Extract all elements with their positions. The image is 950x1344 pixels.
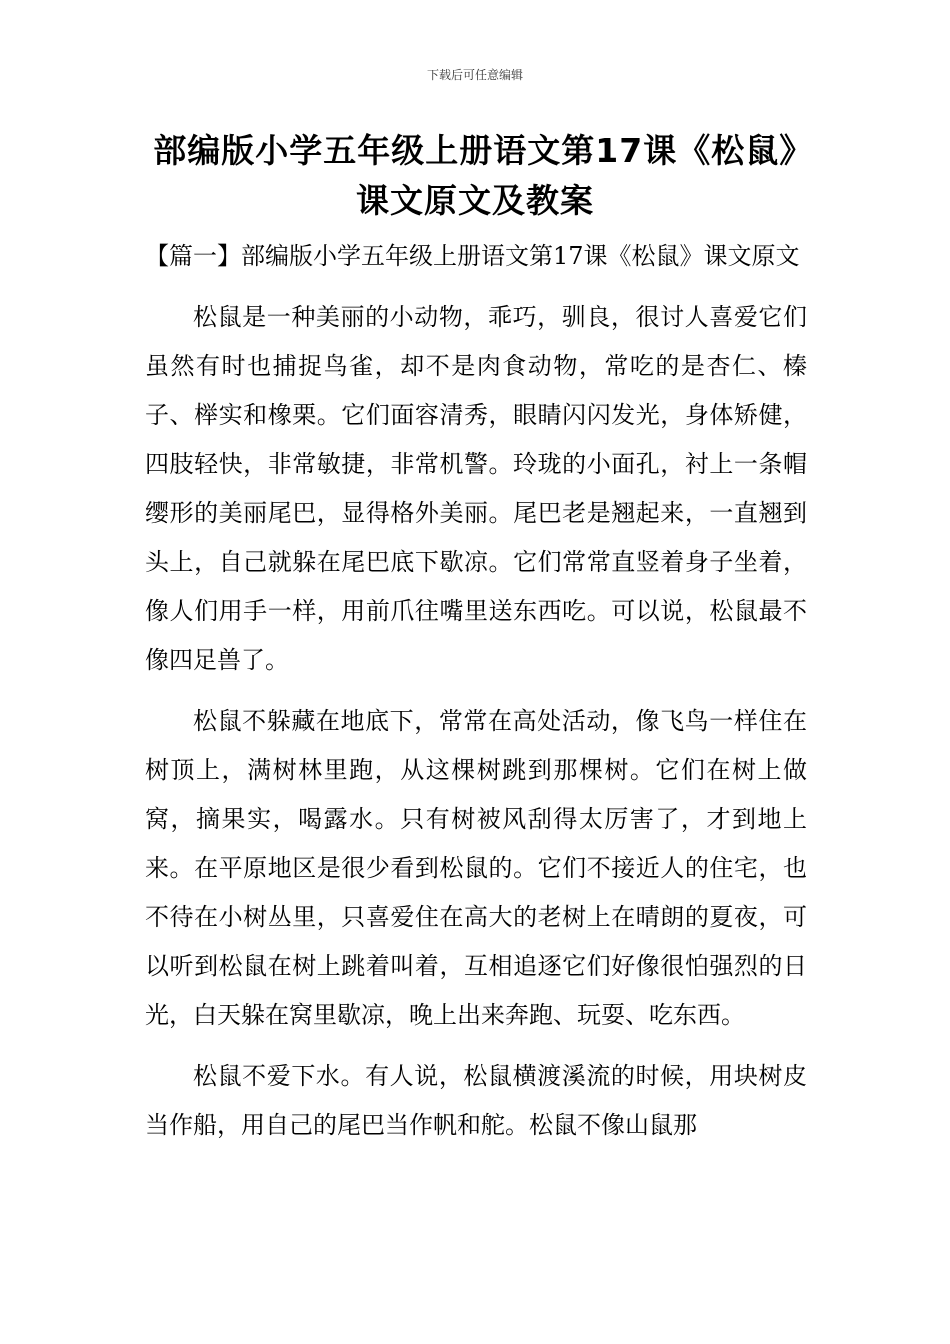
paragraph: 松鼠不爱下水。有人说，松鼠横渡溪流的时候，用块树皮当作船，用自己的尾巴当作帆和舵。松鼠不像山鼠那 xyxy=(145,1062,807,1139)
paragraph: 松鼠不躲藏在地底下，常常在高处活动，像飞鸟一样住在树顶上，满树林里跑，从这棵树跳到那棵树。它们在树上做窝，摘果实，喝露水。只有树被风刮得太厉害了，才到地上来。在平原地区是很少看到松鼠的。它们不接近人的住宅，也不待在小树丛里，只喜爱住在高大的老树上在晴朗的夏夜，可以听到松鼠在树上跳着叫着，互相追逐它们好像很怕强烈的日光，白天躲在窝里歇凉，晚上出来奔跑、玩耍、吃东西。 xyxy=(145,707,807,1029)
paragraph: 松鼠是一种美丽的小动物，乖巧，驯良，很讨人喜爱它们虽然有时也捕捉鸟雀，却不是肉食动物，常吃的是杏仁、榛子、榉实和橡栗。它们面容清秀，眼睛闪闪发光，身体矫健，四肢轻快，非常敏捷，非常机警。玲珑的小面孔，衬上一条帽缨形的美丽尾巴，显得格外美丽。尾巴老是翘起来，一直翘到头上，自己就躲在尾巴底下歇凉。它们常常直竖着身子坐着，像人们用手一样，用前爪往嘴里送东西吃。可以说，松鼠最不像四足兽了。 xyxy=(145,303,807,674)
header-note: 下载后可任意编辑 xyxy=(426,68,523,82)
section-heading: 【篇一】部编版小学五年级上册语文第17课《松鼠》课文原文 xyxy=(145,242,800,270)
document-body xyxy=(145,232,807,1162)
document-title: 部编版小学五年级上册语文第17课《松鼠》课文原文及教案 xyxy=(153,131,797,220)
